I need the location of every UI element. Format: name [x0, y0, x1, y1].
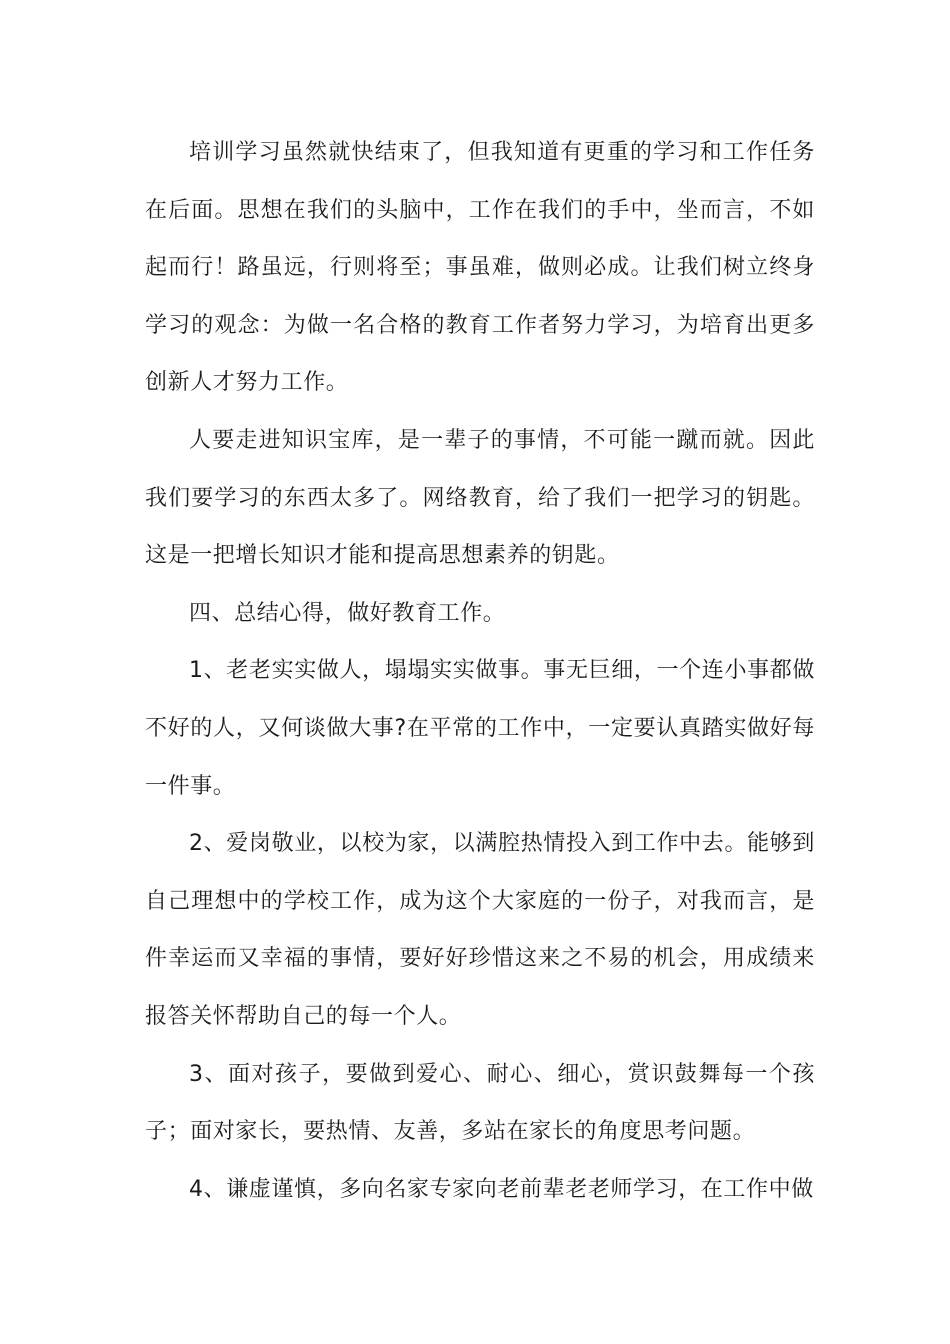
list-item-3: 3、面对孩子，要做到爱心、耐心、细心，赏识鼓舞每一个孩子；面对家长，要热情、友善，多站在家长的角度思考问题。: [145, 1061, 815, 1145]
section-heading-summary: 四、总结心得，做好教育工作。: [189, 600, 506, 626]
document-body: [145, 124, 815, 1218]
list-item-1: 1、老老实实做人，塌塌实实做事。事无巨细，一个连小事都做不好的人，又何谈做大事?在平常的工作中，一定要认真踏实做好每一件事。: [145, 658, 815, 799]
list-item-4: 4、谦虚谨慎，多向名家专家向老前辈老老师学习，在工作中做: [189, 1176, 814, 1202]
list-item-2: 2、爱岗敬业，以校为家，以满腔热情投入到工作中去。能够到自己理想中的学校工作，成为这个大家庭的一份子，对我而言，是件幸运而又幸福的事情，要好好珍惜这来之不易的机会，用成绩来报答关怀帮助自己的每一个人。: [145, 831, 815, 1029]
paragraph-knowledge-treasury: 人要走进知识宝库，是一辈子的事情，不可能一蹴而就。因此我们要学习的东西太多了。网络教育，给了我们一把学习的钥匙。这是一把增长知识才能和提高思想素养的钥匙。: [145, 427, 815, 569]
paragraph-closing-remarks: 培训学习虽然就快结束了，但我知道有更重的学习和工作任务在后面。思想在我们的头脑中，工作在我们的手中，坐而言，不如起而行！路虽远，行则将至；事虽难，做则必成。让我们树立终身学习的观念：为做一名合格的教育工作者努力学习，为培育出更多创新人才努力工作。: [145, 140, 815, 396]
